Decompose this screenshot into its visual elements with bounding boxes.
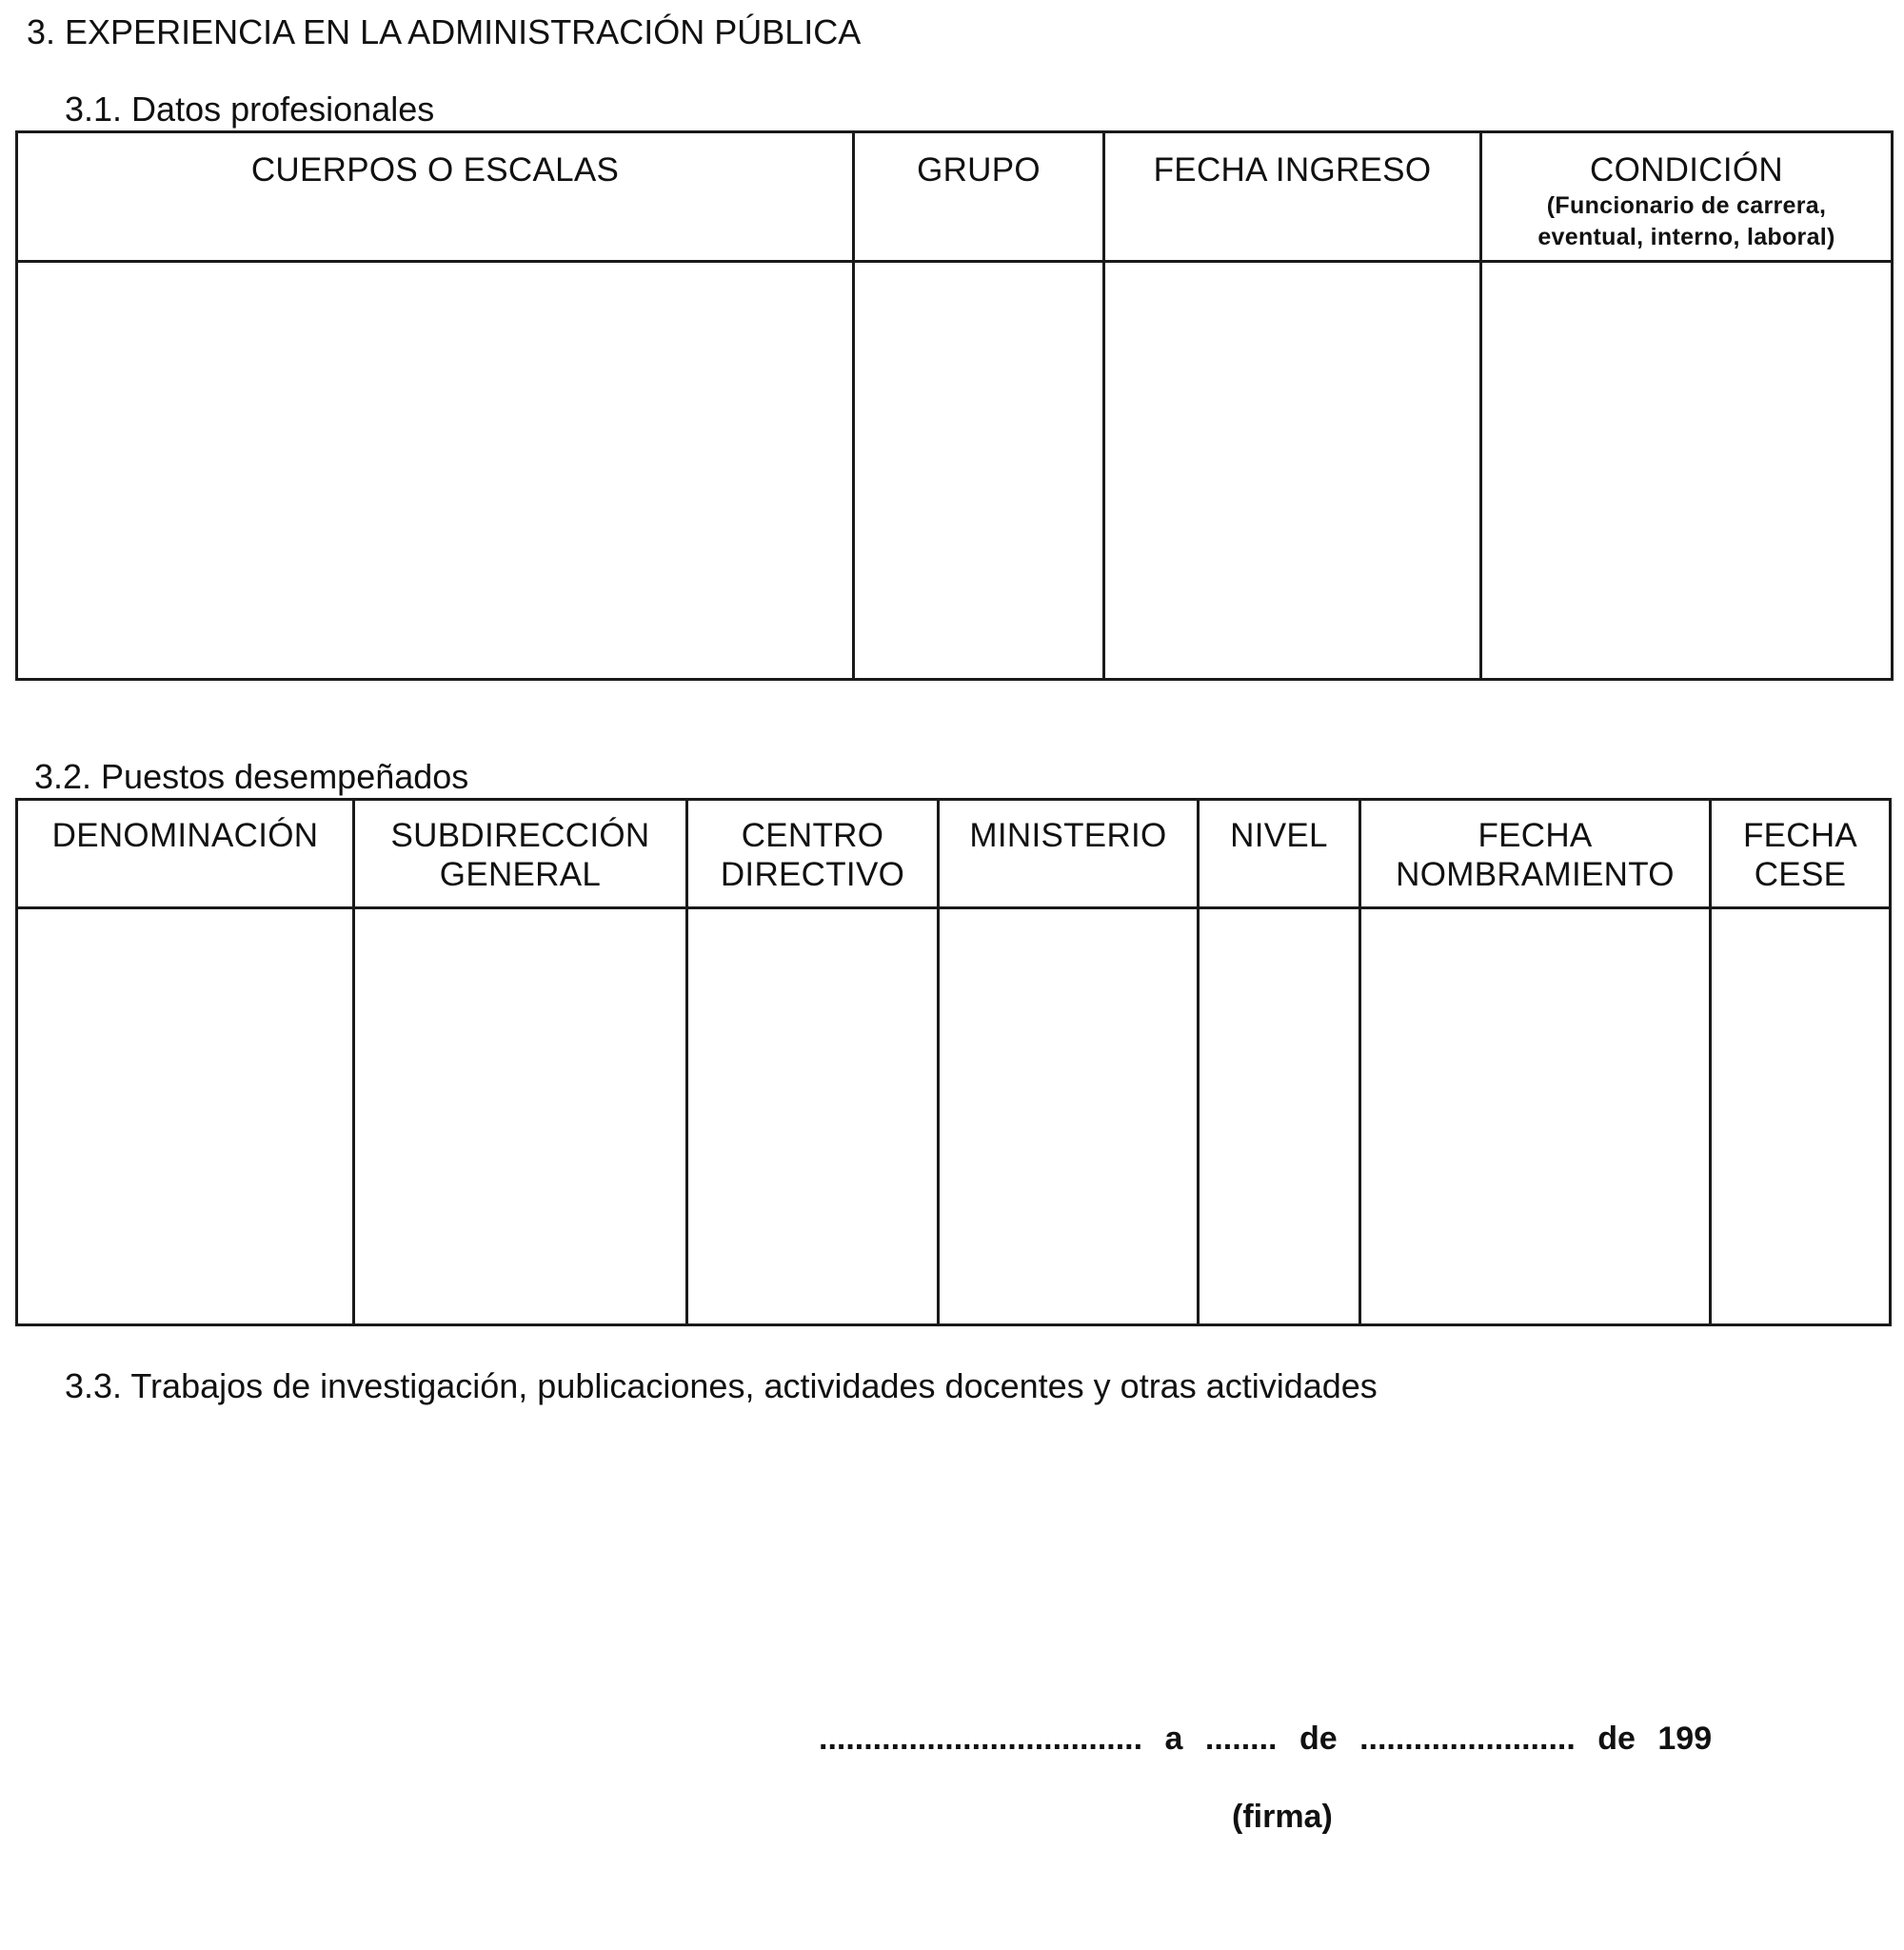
- firma-label: (firma): [1232, 1799, 1333, 1835]
- puestos-table: [15, 798, 1892, 1326]
- subdireccion-general-field[interactable]: [354, 908, 687, 1325]
- col-header-nivel: NIVEL: [1199, 800, 1360, 908]
- col-header-cuerpos-escalas: CUERPOS O ESCALAS: [17, 132, 854, 262]
- condicion-note-line2: eventual, interno, laboral): [1537, 224, 1835, 250]
- place-field[interactable]: ....................................: [819, 1721, 1143, 1757]
- puestos-heading: 3.2. Puestos desempeñados: [34, 757, 469, 796]
- year-prefix: 199: [1657, 1721, 1713, 1757]
- fecha-ingreso-field[interactable]: [1104, 262, 1481, 680]
- fecha-nombramiento-field[interactable]: [1360, 908, 1711, 1325]
- datos-profesionales-table: [15, 130, 1894, 681]
- cuerpos-escalas-field[interactable]: [17, 262, 854, 680]
- col-header-condicion: CONDICIÓN (Funcionario de carrera, eventual, interno, laboral): [1481, 132, 1893, 262]
- datos-profesionales-heading: 3.1. Datos profesionales: [65, 90, 435, 129]
- col-header-subdireccion-general: SUBDIRECCIÓN GENERAL: [354, 800, 687, 908]
- col-header-fecha-nombramiento: FECHA NOMBRAMIENTO: [1360, 800, 1711, 908]
- col-header-denominacion: DENOMINACIÓN: [17, 800, 354, 908]
- month-field[interactable]: ........................: [1359, 1721, 1576, 1757]
- ministerio-field[interactable]: [939, 908, 1199, 1325]
- condicion-note-line1: (Funcionario de carrera,: [1546, 192, 1827, 219]
- table-header-row: [17, 800, 1891, 908]
- section-title: 3. EXPERIENCIA EN LA ADMINISTRACIÓN PÚBLICA: [27, 12, 862, 51]
- trabajos-text-area[interactable]: [65, 1419, 1874, 1685]
- signature-date-line: [819, 1720, 1712, 1758]
- col-header-fecha-cese: FECHA CESE: [1711, 800, 1891, 908]
- col-header-grupo: GRUPO: [854, 132, 1104, 262]
- fecha-cese-field[interactable]: [1711, 908, 1891, 1325]
- nivel-field[interactable]: [1199, 908, 1360, 1325]
- table-row: [17, 262, 1893, 680]
- condicion-field[interactable]: [1481, 262, 1893, 680]
- trabajos-heading: 3.3. Trabajos de investigación, publicaciones, actividades docentes y otras actividades: [65, 1366, 1378, 1405]
- grupo-field[interactable]: [854, 262, 1104, 680]
- de-label-2: de: [1597, 1721, 1636, 1757]
- day-field[interactable]: ........: [1204, 1721, 1278, 1757]
- col-header-ministerio: MINISTERIO: [939, 800, 1199, 908]
- denominacion-field[interactable]: [17, 908, 354, 1325]
- table-header-row: [17, 132, 1893, 262]
- de-label-1: de: [1299, 1721, 1338, 1757]
- a-label: a: [1164, 1721, 1183, 1757]
- col-header-centro-directivo: CENTRO DIRECTIVO: [687, 800, 939, 908]
- centro-directivo-field[interactable]: [687, 908, 939, 1325]
- col-header-fecha-ingreso: FECHA INGRESO: [1104, 132, 1481, 262]
- table-row: [17, 908, 1891, 1325]
